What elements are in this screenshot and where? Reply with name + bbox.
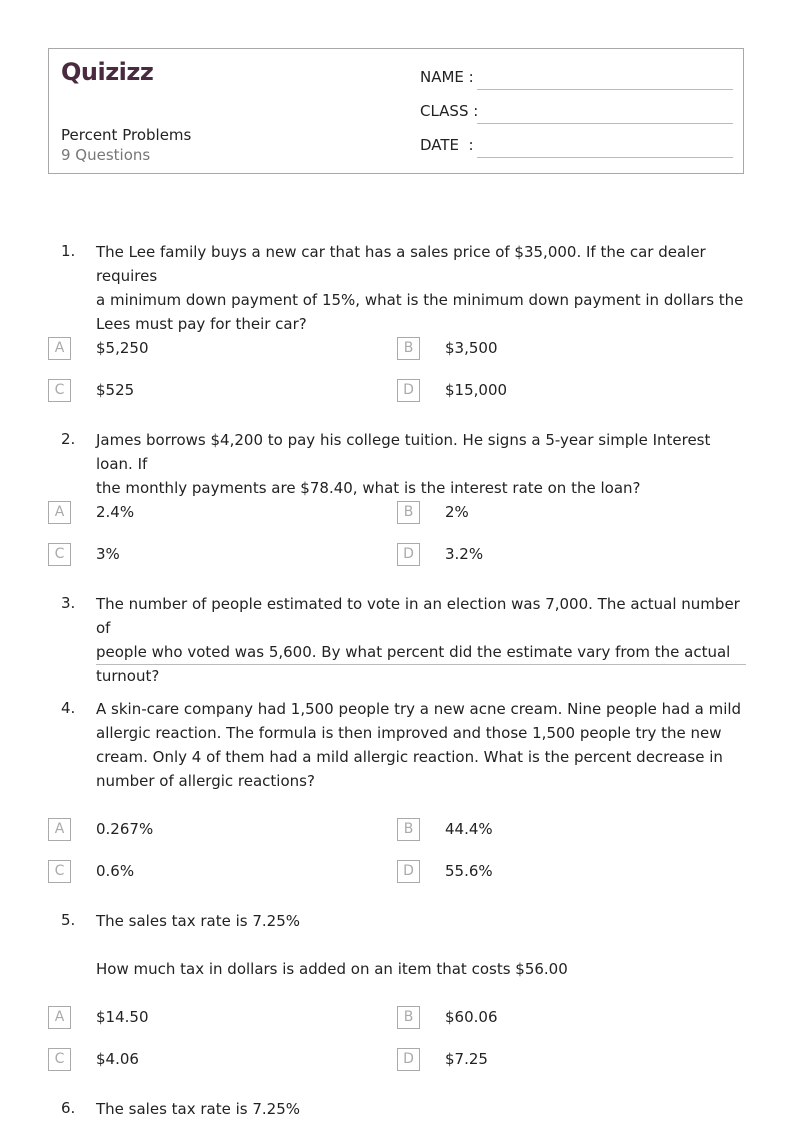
name-label: NAME : (420, 68, 474, 86)
question-6-number: 6. (61, 1099, 76, 1117)
question-2-option-a-box[interactable]: A (48, 501, 71, 524)
question-2-text: James borrows $4,200 to pay his college tuition. He signs a 5-year simple Interest loan. If the monthly payments are $78.40, what is the interest rate on the loan? (96, 431, 711, 497)
question-count: 9 Questions (61, 146, 151, 164)
name-line[interactable] (477, 89, 733, 90)
question-4-option-a-box[interactable]: A (48, 818, 71, 841)
question-1-number: 1. (61, 242, 76, 260)
class-label: CLASS : (420, 102, 479, 120)
question-4-text: A skin-care company had 1,500 people try a new acne cream. Nine people had a mild allergic reaction. The formula is then improved and those 1,500 people try the new cream. Only 4 of them had a mild allergic reaction. What is the percent decrease in number of allergic reactions? (96, 700, 742, 790)
question-4-option-a[interactable]: 0.267% (96, 820, 154, 838)
question-5-option-a-box[interactable]: A (48, 1006, 71, 1029)
date-label: DATE : (420, 136, 474, 154)
question-1-option-c[interactable]: $525 (96, 381, 135, 399)
date-line[interactable] (477, 157, 733, 158)
question-5-option-c-box[interactable]: C (48, 1048, 71, 1071)
question-1-option-c-box[interactable]: C (48, 379, 71, 402)
question-3-answer-line[interactable] (96, 664, 746, 665)
question-3-number: 3. (61, 594, 76, 612)
question-1-option-a[interactable]: $5,250 (96, 339, 149, 357)
question-5-text-line-2: How much tax in dollars is added on an item that costs $56.00 (96, 960, 568, 978)
question-5-option-b-box[interactable]: B (397, 1006, 420, 1029)
question-2-option-d-box[interactable]: D (397, 543, 420, 566)
question-1-option-b[interactable]: $3,500 (445, 339, 498, 357)
question-2-option-a[interactable]: 2.4% (96, 503, 135, 521)
question-5-number: 5. (61, 911, 76, 929)
question-5-option-c[interactable]: $4.06 (96, 1050, 139, 1068)
question-1-option-d[interactable]: $15,000 (445, 381, 508, 399)
quizizz-logo: Quizizz (61, 58, 154, 86)
question-1-option-a-box[interactable]: A (48, 337, 71, 360)
question-5-text-line-1: The sales tax rate is 7.25% (96, 912, 301, 930)
worksheet-header (48, 48, 744, 174)
question-2-option-b[interactable]: 2% (445, 503, 469, 521)
question-1-option-b-box[interactable]: B (397, 337, 420, 360)
question-4-option-b[interactable]: 44.4% (445, 820, 493, 838)
question-1-option-d-box[interactable]: D (397, 379, 420, 402)
question-5-option-d-box[interactable]: D (397, 1048, 420, 1071)
question-2-number: 2. (61, 430, 76, 448)
question-1-text: The Lee family buys a new car that has a sales price of $35,000. If the car dealer requires a minimum down payment of 15%, what is the minimum down payment in dollars the Lees must pay for their car? (96, 243, 744, 333)
question-4-option-c-box[interactable]: C (48, 860, 71, 883)
question-4-option-d-box[interactable]: D (397, 860, 420, 883)
question-3-text: The number of people estimated to vote in an election was 7,000. The actual number of people who voted was 5,600. By what percent did the estimate vary from the actual turnout? (96, 595, 740, 685)
worksheet-title: Percent Problems (61, 126, 192, 144)
question-5-option-d[interactable]: $7.25 (445, 1050, 488, 1068)
question-2-option-c[interactable]: 3% (96, 545, 120, 563)
question-4-number: 4. (61, 699, 76, 717)
question-6-text: The sales tax rate is 7.25% (96, 1100, 301, 1118)
question-4-option-d[interactable]: 55.6% (445, 862, 493, 880)
question-5-option-a[interactable]: $14.50 (96, 1008, 149, 1026)
question-2-option-c-box[interactable]: C (48, 543, 71, 566)
question-2-option-d[interactable]: 3.2% (445, 545, 484, 563)
question-5-option-b[interactable]: $60.06 (445, 1008, 498, 1026)
question-2-option-b-box[interactable]: B (397, 501, 420, 524)
class-line[interactable] (477, 123, 733, 124)
question-4-option-c[interactable]: 0.6% (96, 862, 135, 880)
question-4-option-b-box[interactable]: B (397, 818, 420, 841)
